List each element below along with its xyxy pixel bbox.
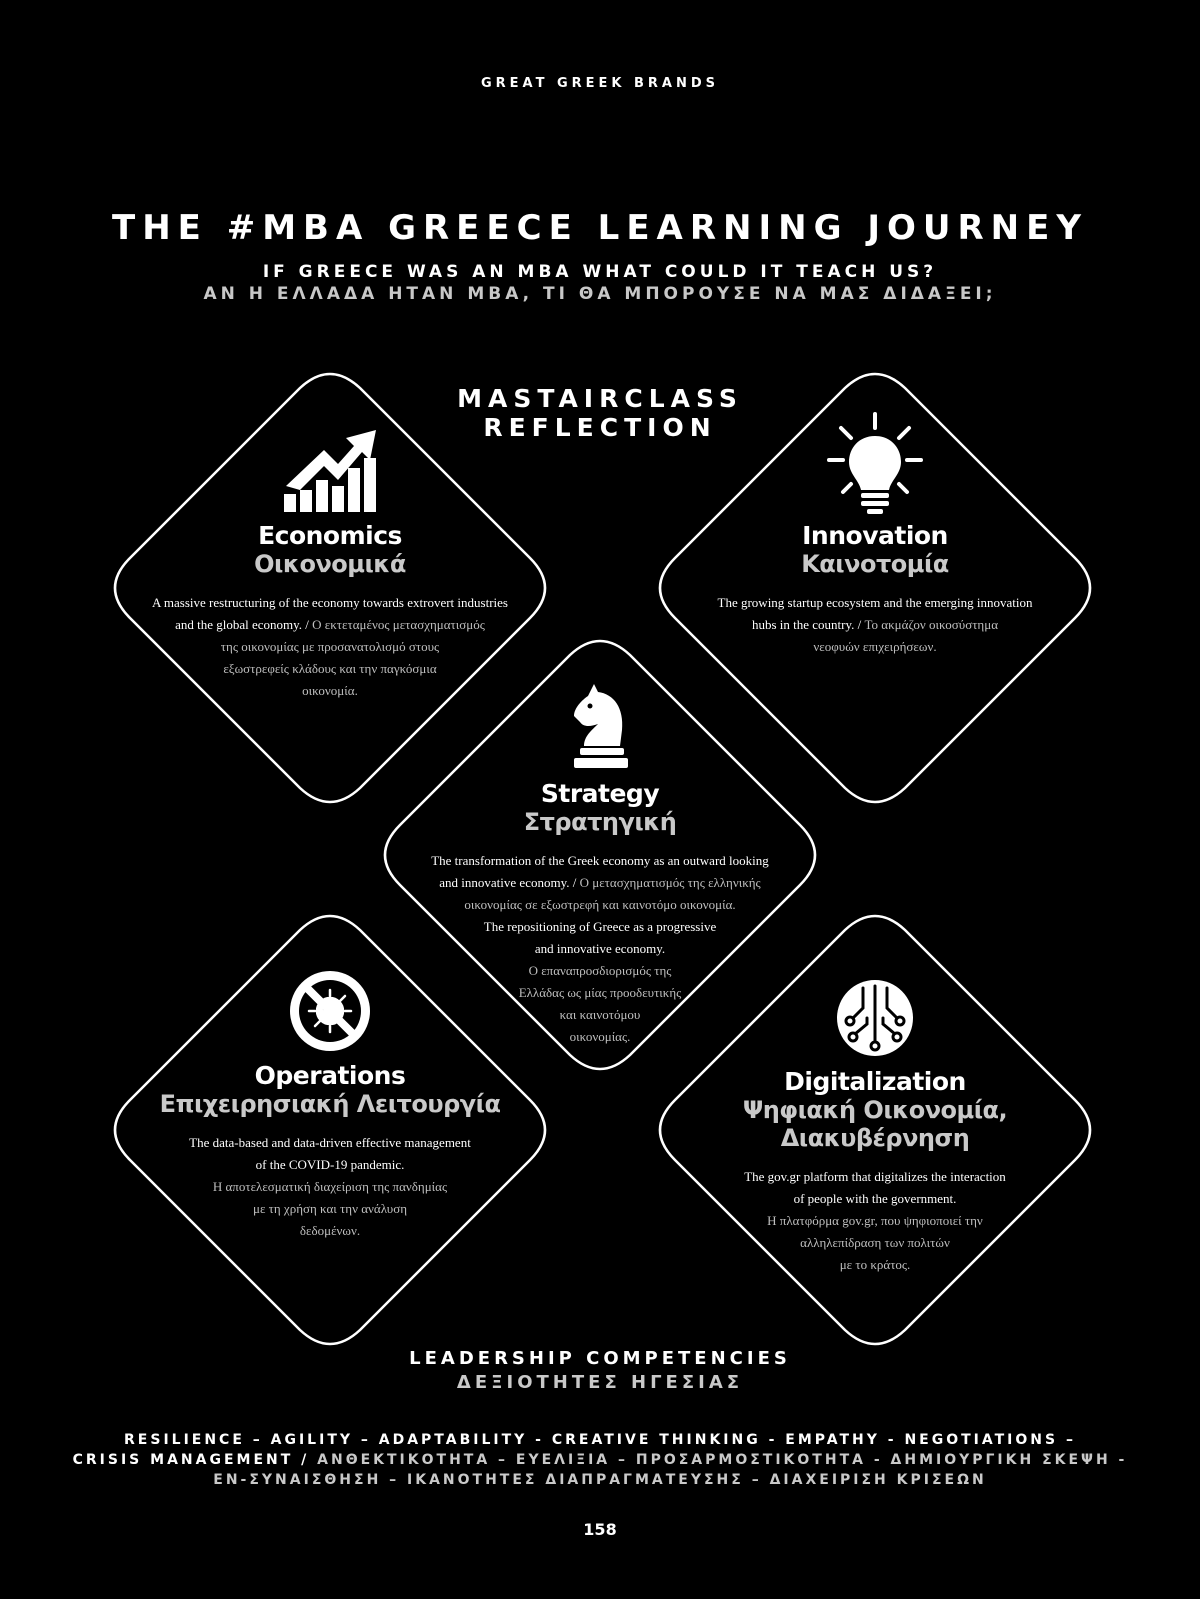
card-digitalization <box>670 978 1080 1276</box>
text-line: of the COVID-19 pandemic. <box>255 1157 405 1172</box>
page-title: THE #MBA GREECE LEARNING JOURNEY <box>112 208 1088 248</box>
competencies-line-1: RESILIENCE – AGILITY – ADAPTABILITY - CREATIVE THINKING - EMPATHY - NEGOTIATIONS – <box>124 1432 1076 1448</box>
center-label-line2: REFLECTION <box>483 413 717 442</box>
text-line: και καινοτόμου <box>559 1007 641 1022</box>
text-line: οικονομίας σε εξωστρεφή και καινοτόμο οικονομία. <box>464 897 736 912</box>
circuit-icon <box>835 978 915 1058</box>
leadership-title-en: LEADERSHIP COMPETENCIES <box>409 1348 791 1369</box>
text-line: and innovative economy. / Ο μετασχηματισμός της ελληνικής <box>439 875 761 890</box>
competencies-line-3: ΕΝ-ΣΥΝΑΙΣΘΗΣΗ – ΙΚΑΝΟΤΗΤΕΣ ΔΙΑΠΡΑΓΜΑΤΕΥΣΗΣ – ΔΙΑΧΕΙΡΙΣΗ ΚΡΙΣΕΩΝ <box>213 1472 987 1488</box>
card-operations <box>125 966 535 1242</box>
text-line: οικονομίας. <box>569 1029 631 1044</box>
chess-knight-icon <box>570 682 630 770</box>
text-line: of people with the government. <box>793 1191 957 1206</box>
strategy-title-en: Strategy <box>540 779 660 808</box>
economics-title-gr: Οικονομικά <box>254 550 406 578</box>
text-line: εξωστρεφείς κλάδους και την παγκόσμια <box>223 661 437 676</box>
growth-chart-icon <box>280 428 380 516</box>
text-line: Η αποτελεσματική διαχείριση της πανδημίας <box>212 1179 448 1194</box>
innovation-title-gr: Καινοτομία <box>801 550 949 578</box>
subtitle-en: IF GREECE WAS AN MBA WHAT COULD IT TEACH US? <box>262 262 938 282</box>
text-line: δεδομένων. <box>299 1223 361 1238</box>
strategy-title-gr: Στρατηγική <box>523 808 677 836</box>
text-line: με τη χρήση και την ανάλυση <box>252 1201 408 1216</box>
competencies-line-2-en: CRISIS MANAGEMENT / <box>72 1452 318 1468</box>
digitalization-title-gr-1: Ψηφιακή Οικονομία, <box>742 1096 1008 1124</box>
competencies-line-2 <box>0 1450 1200 1470</box>
card-economics <box>125 428 535 702</box>
text-line: με το κράτος. <box>839 1257 911 1272</box>
text-line: hubs in the country. / Το ακμάζον οικοσύστημα <box>751 617 999 632</box>
subtitle-gr: ΑΝ Η ΕΛΛΑΔΑ ΗΤΑΝ MBA, ΤΙ ΘΑ ΜΠΟΡΟΥΣΕ ΝΑ ΜΑΣ ΔΙΔΑΞΕΙ; <box>203 284 997 304</box>
text-line: αλληλεπίδραση των πολιτών <box>800 1235 950 1250</box>
text-line: and innovative economy. <box>534 941 666 956</box>
text-line: The repositioning of Greece as a progressive <box>483 919 717 934</box>
text-line: The transformation of the Greek economy as an outward looking <box>431 853 769 868</box>
economics-title-en: Economics <box>258 521 402 550</box>
operations-text <box>125 1132 535 1242</box>
text-line: νεοφυών επιχειρήσεων. <box>813 639 937 654</box>
text-line: A massive restructuring of the economy towards extrovert industries <box>152 595 508 610</box>
innovation-title-en: Innovation <box>802 521 948 550</box>
text-line: οικονομία. <box>302 683 358 698</box>
card-innovation <box>670 410 1080 658</box>
text-line: The gov.gr platform that digitalizes the interaction <box>744 1169 1006 1184</box>
leadership-title-gr: ΔΕΞΙΟΤΗΤΕΣ ΗΓΕΣΙΑΣ <box>456 1372 744 1393</box>
page-number: 158 <box>583 1520 617 1539</box>
competencies-line-2-gr: ΑΝΘΕΚΤΙΚΟΤΗΤΑ – ΕΥΕΛΙΞΙΑ – ΠΡΟΣΑΡΜΟΣΤΙΚΟΤΗΤΑ - ΔΗΜΙΟΥΡΓΙΚΗ ΣΚΕΨΗ - <box>317 1452 1128 1468</box>
text-line: and the global economy. / Ο εκτεταμένος μετασχηματισμός <box>175 617 485 632</box>
text-line: Ελλάδας ως μίας προοδευτικής <box>518 985 682 1000</box>
lightbulb-icon <box>825 410 925 516</box>
operations-title-en: Operations <box>254 1061 406 1090</box>
digitalization-title-en: Digitalization <box>784 1067 966 1096</box>
innovation-text <box>670 592 1080 658</box>
text-line: Ο επαναπροσδιορισμός της <box>528 963 672 978</box>
digitalization-title-gr-2: Διακυβέρνηση <box>780 1124 970 1152</box>
text-line: της οικονομίας με προσανατολισμό στους <box>220 639 440 654</box>
center-label-line1: MASTAIRCLASS <box>457 384 743 413</box>
digitalization-text <box>670 1166 1080 1276</box>
text-line: Η πλατφόρμα gov.gr, που ψηφιοποιεί την <box>767 1213 983 1228</box>
text-line: The data-based and data-driven effective management <box>189 1135 471 1150</box>
no-virus-icon <box>285 966 375 1056</box>
brand-header: GREAT GREEK BRANDS <box>480 76 720 91</box>
operations-title-gr: Επιχειρησιακή Λειτουργία <box>159 1090 501 1118</box>
text-line: The growing startup ecosystem and the emerging innovation <box>717 595 1033 610</box>
